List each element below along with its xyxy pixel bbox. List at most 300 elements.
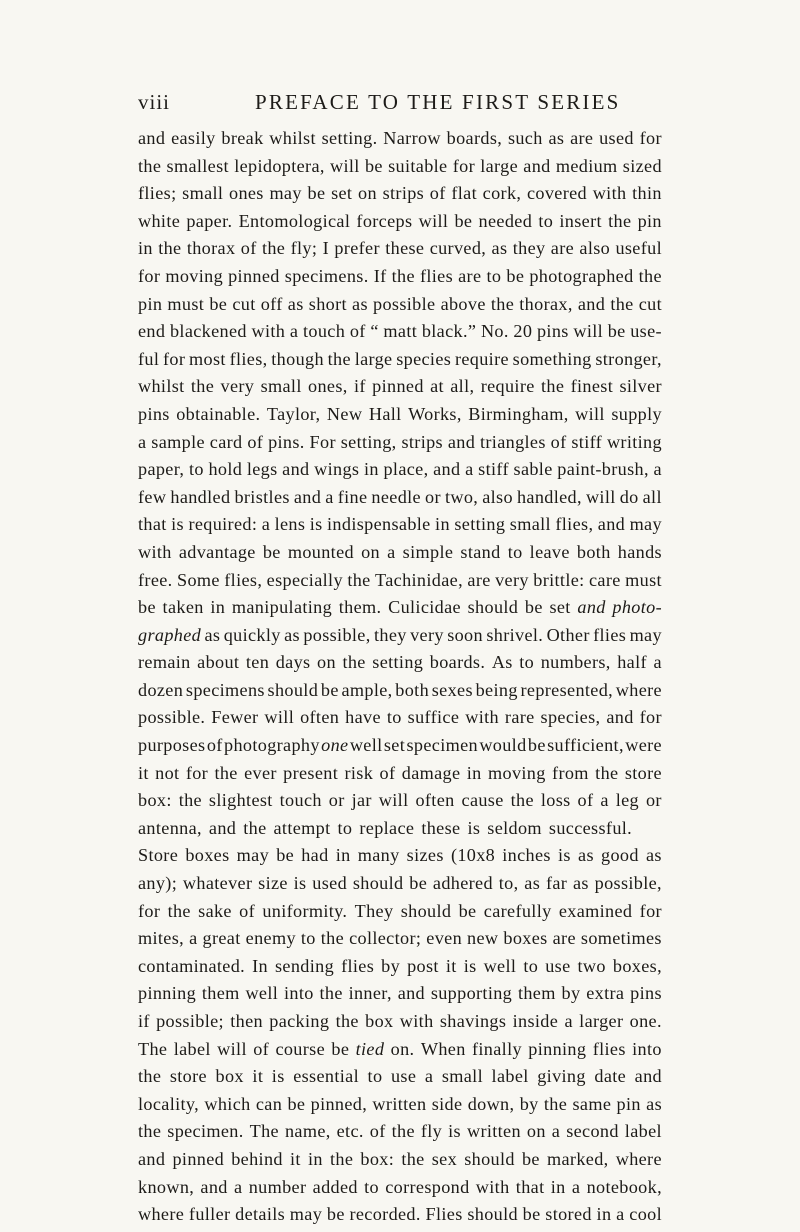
- word: setting.: [321, 128, 378, 148]
- word: successful.: [548, 817, 633, 838]
- word: extra: [586, 983, 625, 1004]
- word: a: [564, 1011, 573, 1031]
- word: of: [239, 900, 256, 921]
- word: a: [189, 928, 198, 949]
- word: flies: [592, 1038, 626, 1059]
- word: be: [262, 541, 281, 562]
- word: can: [255, 1093, 283, 1114]
- word: be: [364, 155, 383, 176]
- word: Other: [546, 624, 590, 645]
- word: something: [512, 348, 592, 369]
- word: and: [282, 459, 310, 480]
- word: advantage: [178, 541, 256, 562]
- word: size: [258, 873, 288, 894]
- word: a: [600, 790, 609, 811]
- word: recorded.: [349, 1204, 421, 1225]
- word: large: [354, 348, 393, 369]
- word: well: [349, 735, 383, 756]
- word: is: [467, 817, 481, 838]
- word: label: [491, 1066, 529, 1087]
- word: Culicidae: [388, 597, 461, 618]
- word: as: [284, 624, 300, 645]
- word: rare: [504, 707, 535, 728]
- word: photography: [224, 735, 320, 756]
- word: by: [381, 955, 401, 976]
- word: one.: [629, 1011, 662, 1031]
- text-line: [138, 870, 662, 898]
- word: photographed: [529, 265, 634, 286]
- word: will: [585, 486, 616, 507]
- word: all: [642, 486, 662, 507]
- word: should: [400, 900, 452, 921]
- word: Birmingham,: [468, 403, 569, 424]
- word: for: [452, 155, 475, 176]
- word: above: [440, 293, 486, 314]
- word: should: [467, 597, 519, 618]
- word: is: [309, 514, 323, 535]
- word: needed: [478, 210, 533, 231]
- text-line: [138, 1201, 662, 1229]
- word: essential: [293, 1066, 359, 1087]
- word: prefer: [334, 238, 380, 259]
- word: in: [435, 514, 450, 535]
- word: boxes: [185, 845, 230, 866]
- word: wings: [314, 459, 360, 480]
- word: indispensable: [327, 514, 431, 535]
- word: written: [466, 1121, 521, 1142]
- word: legs: [246, 459, 278, 480]
- word: The: [138, 1038, 168, 1059]
- word: most: [189, 348, 226, 369]
- text-line: [138, 732, 662, 760]
- word: be: [522, 1204, 541, 1225]
- word: to,: [498, 873, 519, 894]
- word: the: [543, 1093, 568, 1114]
- word: They: [354, 900, 394, 921]
- word: sable: [513, 459, 553, 480]
- word: use: [545, 955, 571, 976]
- word: behind: [231, 1148, 283, 1169]
- word: used: [312, 873, 348, 894]
- word: a: [325, 486, 334, 507]
- word: break: [221, 128, 264, 148]
- text-line: [138, 677, 662, 705]
- word: whilst: [138, 376, 185, 397]
- text-line: [138, 539, 662, 567]
- word: use: [390, 1066, 417, 1087]
- word: about: [197, 652, 240, 673]
- word: of: [577, 790, 594, 811]
- word: fine: [337, 486, 368, 507]
- word: writing: [606, 431, 662, 452]
- word: on: [361, 541, 380, 562]
- word: and: [208, 817, 237, 838]
- word: to: [523, 955, 539, 976]
- word: the: [342, 652, 366, 673]
- word: short: [308, 293, 347, 314]
- word: the: [595, 762, 619, 783]
- word: No.: [480, 321, 509, 342]
- word: for: [639, 128, 662, 148]
- word: a: [387, 541, 396, 562]
- word: used: [599, 128, 634, 148]
- word: possible.: [138, 707, 206, 728]
- text-line: [138, 456, 662, 484]
- word: replace: [359, 817, 415, 838]
- word: as: [572, 873, 589, 894]
- word: often: [415, 790, 455, 811]
- word: (10x8: [450, 845, 496, 866]
- word: the: [490, 293, 515, 314]
- word: be: [320, 679, 339, 700]
- word: that: [138, 514, 167, 535]
- word: soon: [447, 624, 483, 645]
- word: the: [638, 265, 662, 286]
- word: the: [319, 983, 343, 1004]
- word: as: [578, 845, 594, 866]
- word: handled: [170, 486, 231, 507]
- word: For: [309, 431, 336, 452]
- word: tied: [355, 1038, 385, 1059]
- text-line: [138, 401, 662, 429]
- text-line: [138, 1118, 662, 1146]
- word: cut: [638, 293, 662, 314]
- word: the: [335, 1011, 359, 1031]
- word: supporting: [430, 983, 513, 1004]
- word: pinned: [172, 1148, 225, 1169]
- text-line: [138, 760, 662, 788]
- word: manipulating: [231, 597, 333, 618]
- word: risk: [344, 762, 374, 783]
- word: require: [454, 348, 509, 369]
- word: down,: [467, 1093, 515, 1114]
- word: graphed: [138, 624, 202, 645]
- text-line: [138, 1008, 662, 1036]
- word: photo-: [612, 597, 662, 618]
- word: a: [551, 1121, 561, 1142]
- text-line: [138, 925, 662, 953]
- word: setting: [454, 514, 506, 535]
- word: for: [138, 265, 161, 286]
- word: attempt: [273, 817, 331, 838]
- word: marked,: [547, 1148, 609, 1169]
- text-line: [138, 291, 662, 319]
- word: with: [475, 1176, 510, 1197]
- word: Taylor,: [266, 403, 321, 424]
- word: or: [645, 790, 662, 811]
- word: pinning: [528, 1038, 587, 1059]
- word: pins: [138, 403, 170, 424]
- word: are: [550, 238, 575, 259]
- word: suffice: [407, 707, 460, 728]
- word: will: [264, 707, 295, 728]
- word: moving: [488, 762, 546, 783]
- word: Flies: [425, 1204, 463, 1225]
- word: bristles: [234, 486, 290, 507]
- word: Narrow: [383, 128, 441, 148]
- word: is: [558, 845, 571, 866]
- word: and: [523, 155, 551, 176]
- word: required:: [188, 514, 258, 535]
- text-line: [138, 898, 662, 926]
- word: it: [445, 955, 457, 976]
- word: As: [491, 652, 513, 673]
- word: for: [639, 900, 662, 921]
- word: if: [354, 376, 366, 397]
- word: slightest: [208, 790, 273, 811]
- word: fly;: [290, 238, 318, 259]
- word: as: [646, 1093, 662, 1114]
- word: to: [386, 707, 402, 728]
- word: paint-brush,: [557, 459, 649, 480]
- word: covered: [526, 183, 587, 204]
- word: and: [447, 431, 476, 452]
- text-line: [138, 180, 662, 208]
- word: simple: [402, 541, 454, 562]
- word: will: [378, 790, 409, 811]
- word: many: [357, 845, 400, 866]
- word: to: [486, 265, 502, 286]
- word: the: [320, 928, 345, 949]
- word: In: [252, 955, 268, 976]
- word: Tachinidae,: [375, 569, 463, 590]
- word: be: [326, 1204, 345, 1225]
- word: of: [206, 735, 223, 756]
- text-line: [138, 815, 662, 843]
- word: ten: [245, 652, 270, 673]
- word: to: [519, 652, 535, 673]
- word: and: [577, 293, 606, 314]
- word: is: [271, 1066, 285, 1087]
- word: numbers,: [540, 652, 611, 673]
- word: it: [252, 1066, 264, 1087]
- word: Store: [138, 845, 179, 866]
- word: to: [507, 541, 523, 562]
- word: very: [410, 624, 444, 645]
- word: blackened: [169, 321, 247, 342]
- word: to: [538, 210, 554, 231]
- word: seldom: [487, 817, 542, 838]
- text-line: [138, 787, 662, 815]
- word: box:: [360, 1148, 395, 1169]
- word: stand: [460, 541, 501, 562]
- word: where: [615, 1148, 662, 1169]
- text-line: [138, 980, 662, 1008]
- word: If: [373, 265, 387, 286]
- word: will: [418, 210, 449, 231]
- word: etc.: [336, 1121, 364, 1142]
- word: present: [283, 762, 339, 783]
- word: off: [260, 293, 283, 314]
- word: be: [454, 210, 473, 231]
- word: sized: [622, 155, 662, 176]
- word: to: [300, 928, 316, 949]
- word: hands: [617, 541, 662, 562]
- word: of: [550, 431, 567, 452]
- word: silver: [619, 376, 662, 397]
- word: the: [190, 376, 215, 397]
- word: setting: [372, 652, 424, 673]
- word: and: [397, 983, 425, 1004]
- word: may: [629, 514, 662, 535]
- word: such: [507, 128, 543, 148]
- word: cause: [461, 790, 504, 811]
- word: flat: [451, 183, 477, 204]
- word: use-: [630, 321, 662, 342]
- word: pinned: [228, 265, 280, 286]
- word: contaminated.: [138, 955, 246, 976]
- word: as: [204, 624, 221, 645]
- word: may: [269, 183, 302, 204]
- text-line: [138, 153, 662, 181]
- word: is: [448, 1121, 461, 1142]
- word: When: [420, 1038, 466, 1059]
- word: of: [247, 431, 264, 452]
- word: had: [301, 845, 329, 866]
- text-line: [138, 263, 662, 291]
- word: strips: [401, 431, 443, 452]
- word: box: [365, 1011, 394, 1031]
- word: details: [235, 1204, 286, 1225]
- word: should: [467, 1204, 518, 1225]
- word: end: [138, 321, 166, 342]
- word: a: [234, 1176, 243, 1197]
- word: ones,: [308, 376, 348, 397]
- word: as: [491, 238, 508, 259]
- word: smallest: [166, 155, 229, 176]
- text-line: [138, 346, 662, 374]
- word: not: [155, 762, 180, 783]
- word: date: [594, 1066, 627, 1087]
- word: inner,: [348, 983, 392, 1004]
- word: stored: [545, 1204, 592, 1225]
- word: shrivel.: [486, 624, 544, 645]
- word: the: [214, 762, 238, 783]
- word: in: [138, 238, 153, 259]
- word: will: [217, 1038, 247, 1059]
- word: into: [632, 1038, 662, 1059]
- word: have: [345, 707, 381, 728]
- word: pins.: [268, 431, 305, 452]
- word: in: [466, 762, 482, 783]
- page-header: [138, 90, 798, 120]
- word: also: [579, 238, 611, 259]
- word: is: [171, 514, 184, 535]
- word: label: [624, 1121, 662, 1142]
- word: whilst: [269, 128, 316, 148]
- word: sake: [198, 900, 232, 921]
- word: “: [370, 321, 379, 342]
- word: sexes: [431, 679, 473, 700]
- word: from: [552, 762, 589, 783]
- word: paper,: [138, 459, 185, 480]
- word: may: [629, 624, 662, 645]
- word: New: [326, 403, 363, 424]
- word: it: [138, 762, 149, 783]
- word: few: [138, 486, 167, 507]
- word: the: [261, 238, 286, 259]
- word: larger: [579, 1011, 624, 1031]
- text-line: [138, 511, 662, 539]
- word: cool: [629, 1204, 662, 1225]
- word: on: [358, 183, 377, 204]
- word: side: [431, 1093, 463, 1114]
- word: known,: [138, 1176, 195, 1197]
- word: pin: [138, 293, 163, 314]
- word: it: [290, 1148, 301, 1169]
- word: be: [521, 1148, 540, 1169]
- word: a: [261, 514, 271, 535]
- word: two: [577, 955, 606, 976]
- word: ever: [244, 762, 277, 783]
- word: sample: [151, 431, 205, 452]
- word: which: [204, 1093, 251, 1114]
- word: sufficient,: [547, 735, 624, 756]
- word: number: [248, 1176, 307, 1197]
- word: obtainable.: [176, 403, 261, 424]
- word: loss: [540, 790, 571, 811]
- word: examined: [558, 900, 633, 921]
- word: and: [577, 597, 606, 618]
- word: brittle:: [533, 569, 585, 590]
- word: far: [545, 873, 568, 894]
- word: jar: [351, 790, 372, 811]
- word: touch: [279, 790, 322, 811]
- word: by: [561, 983, 581, 1004]
- word: with: [399, 1011, 434, 1031]
- word: and: [138, 1148, 166, 1169]
- word: specimens: [185, 679, 265, 700]
- word: fly: [420, 1121, 443, 1142]
- word: be: [607, 321, 626, 342]
- word: the: [158, 238, 182, 259]
- word: require: [480, 376, 535, 397]
- word: of: [253, 1038, 270, 1059]
- word: a: [571, 1176, 581, 1197]
- word: stiff: [571, 431, 603, 452]
- word: flies: [341, 955, 375, 976]
- word: be: [276, 845, 295, 866]
- word: a: [138, 431, 147, 452]
- word: must: [167, 293, 205, 314]
- word: pins: [536, 321, 569, 342]
- word: thin: [632, 183, 662, 204]
- word: possible: [373, 293, 436, 314]
- text-line: [138, 208, 662, 236]
- word: strips: [382, 183, 425, 204]
- word: in: [307, 1148, 323, 1169]
- word: great: [202, 928, 241, 949]
- word: for: [138, 900, 161, 921]
- text-line: [138, 842, 662, 870]
- word: that: [515, 1176, 545, 1197]
- word: ful: [138, 348, 160, 369]
- word: quickly: [223, 624, 281, 645]
- word: and: [433, 459, 461, 480]
- word: the: [327, 348, 351, 369]
- word: boxes,: [612, 955, 662, 976]
- word: often: [300, 707, 340, 728]
- word: in: [335, 845, 351, 866]
- word: the: [541, 376, 565, 397]
- word: in: [363, 459, 379, 480]
- word: set: [383, 735, 406, 756]
- word: be: [209, 293, 228, 314]
- word: setting,: [340, 431, 397, 452]
- word: leave: [529, 541, 570, 562]
- word: they: [374, 624, 407, 645]
- word: handled,: [516, 486, 582, 507]
